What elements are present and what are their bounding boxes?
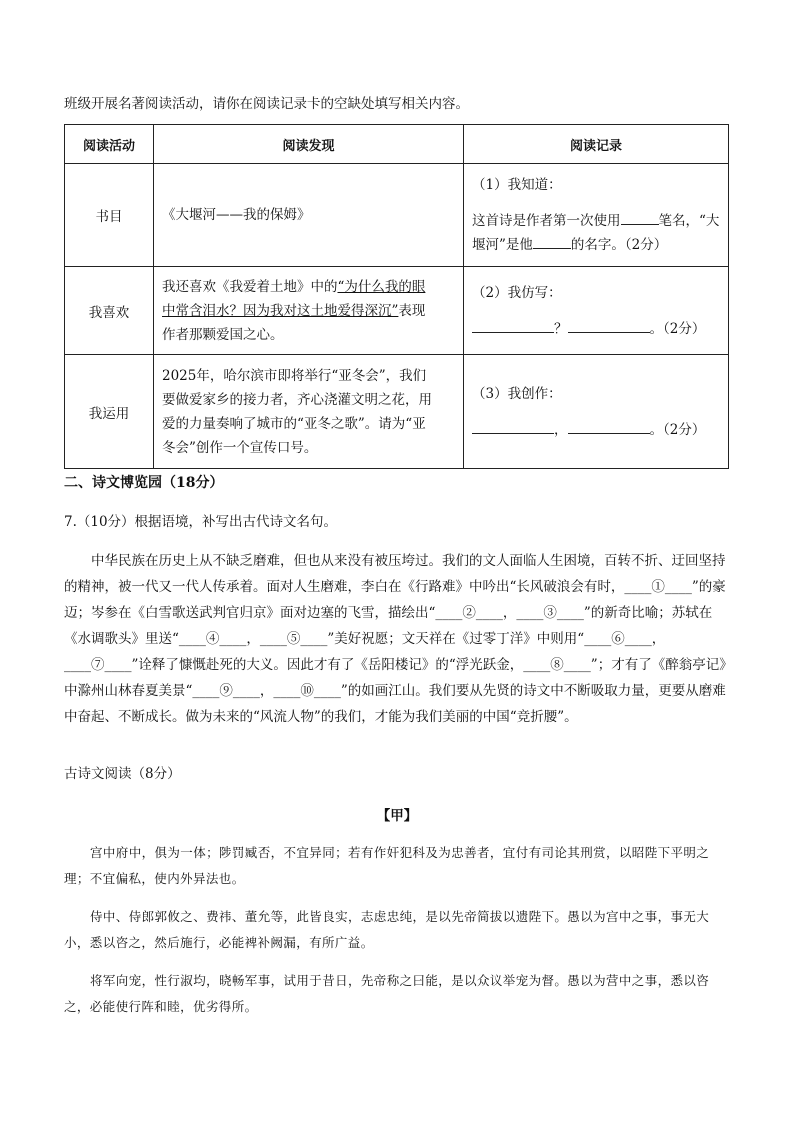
- table-row: [65, 267, 729, 355]
- blank-imitate-2[interactable]: [568, 318, 650, 333]
- subsection-title: 古诗文阅读（8分）: [64, 766, 181, 782]
- row2-finding: 我还喜欢《我爱着土地》中的“为什么我的眼 中常含泪水？因为我对这土地爱得深沉”表现 作者那颗爱国之心。: [154, 267, 464, 355]
- blank-pen-name[interactable]: [621, 210, 659, 225]
- table-header-row: [65, 125, 729, 164]
- header-finding: 阅读发现: [154, 125, 464, 164]
- blank-name-meaning[interactable]: [533, 234, 571, 249]
- row3-finding: 2025年，哈尔滨市即将举行“亚冬会”，我们 要做爱家乡的接力者，齐心浇灌文明之花，用 爱的力量奏响了城市的“亚冬之歌”。请为“亚 冬会”创作一个宣传口号。: [154, 355, 464, 469]
- row1-record: [464, 164, 729, 267]
- row2-record-label: （2）我仿写：: [472, 284, 562, 301]
- question-7: 7.（10分）根据语境，补写出古代诗文名句。: [64, 514, 338, 530]
- intro-text: 班级开展名著阅读活动，请你在阅读记录卡的空缺处填写相关内容。: [64, 96, 469, 112]
- row1-record-label: （1）我知道：: [472, 177, 562, 193]
- row1-activity: 书目: [65, 164, 154, 267]
- table-row: [65, 355, 729, 469]
- blank-slogan-2[interactable]: [568, 419, 650, 434]
- row3-record-label: （3）我创作：: [472, 385, 562, 402]
- row1-record-line2: 堰河”是他 的名字。（2分）: [472, 233, 720, 257]
- blank-imitate-1[interactable]: [472, 318, 554, 333]
- row1-record-line1: 这首诗是作者第一次使用 笔名，“大: [472, 209, 720, 233]
- row2-record: （2）我仿写： ？ 。（2分）: [464, 267, 729, 355]
- section-title: 二、诗文博览园（18分）: [64, 475, 224, 491]
- blank-slogan-1[interactable]: [472, 419, 554, 434]
- poetry-fill-passage: 中华民族在历史上从不缺乏磨难，但也从来没有被压垮过。我们的文人面临人生困境，百转不折、迂回坚持的精神，被一代又一代人传承着。面对人生磨难，李白在《行路难》中吟出“长风破浪会有时，____①____”的豪迈；岑参在《白雪歌送武判官归京》面对边塞的飞雪，描绘出“____②____，____③____”的新奇比喻；苏轼在《水调歌头》里送“____④____，____⑤____”美好祝愿；文天祥在《过零丁洋》中则用“____⑥____，____⑦____”诠释了慷慨赴死的大义。因此才有了《岳阳楼记》的“浮光跃金，____⑧____”；才有了《醉翁亭记》中滁州山林春夏美景“____⑨____，____⑩____”的如画江山。我们要从先贤的诗文中不断吸取力量，更要从磨难中奋起、不断成长。做为未来的“风流人物”的我们，才能为我们美丽的中国“竞折腰”。: [64, 553, 726, 725]
- row3-record: （3）我创作： ， 。（2分）: [464, 355, 729, 469]
- row1-finding: 《大堰河——我的保姆》: [154, 164, 464, 267]
- classical-paragraph-3: 将军向宠，性行淑均，晓畅军事，试用于昔日，先帝称之曰能，是以众议举宠为督。愚以为营中之事，悉以咨之，必能使行阵和睦，优劣得所。: [64, 973, 710, 1014]
- classical-paragraph-2: 侍中、侍郎郭攸之、费祎、董允等，此皆良实，志虑忠纯，是以先帝简拔以遗陛下。愚以为宫中之事，事无大小，悉以咨之，然后施行，必能裨补阙漏，有所广益。: [64, 909, 710, 950]
- header-record: 阅读记录: [464, 125, 729, 164]
- text-label-jia: 【甲】: [376, 808, 418, 824]
- reading-record-table: [64, 124, 729, 469]
- row2-activity: 我喜欢: [65, 267, 154, 355]
- row3-activity: 我运用: [65, 355, 154, 469]
- classical-paragraph-1: 宫中府中，俱为一体；陟罚臧否，不宜异同；若有作奸犯科及为忠善者，宜付有司论其刑赏，以昭陛下平明之理；不宜偏私，使内外异法也。: [64, 845, 710, 886]
- table-row: [65, 164, 729, 267]
- header-activity: 阅读活动: [65, 125, 154, 164]
